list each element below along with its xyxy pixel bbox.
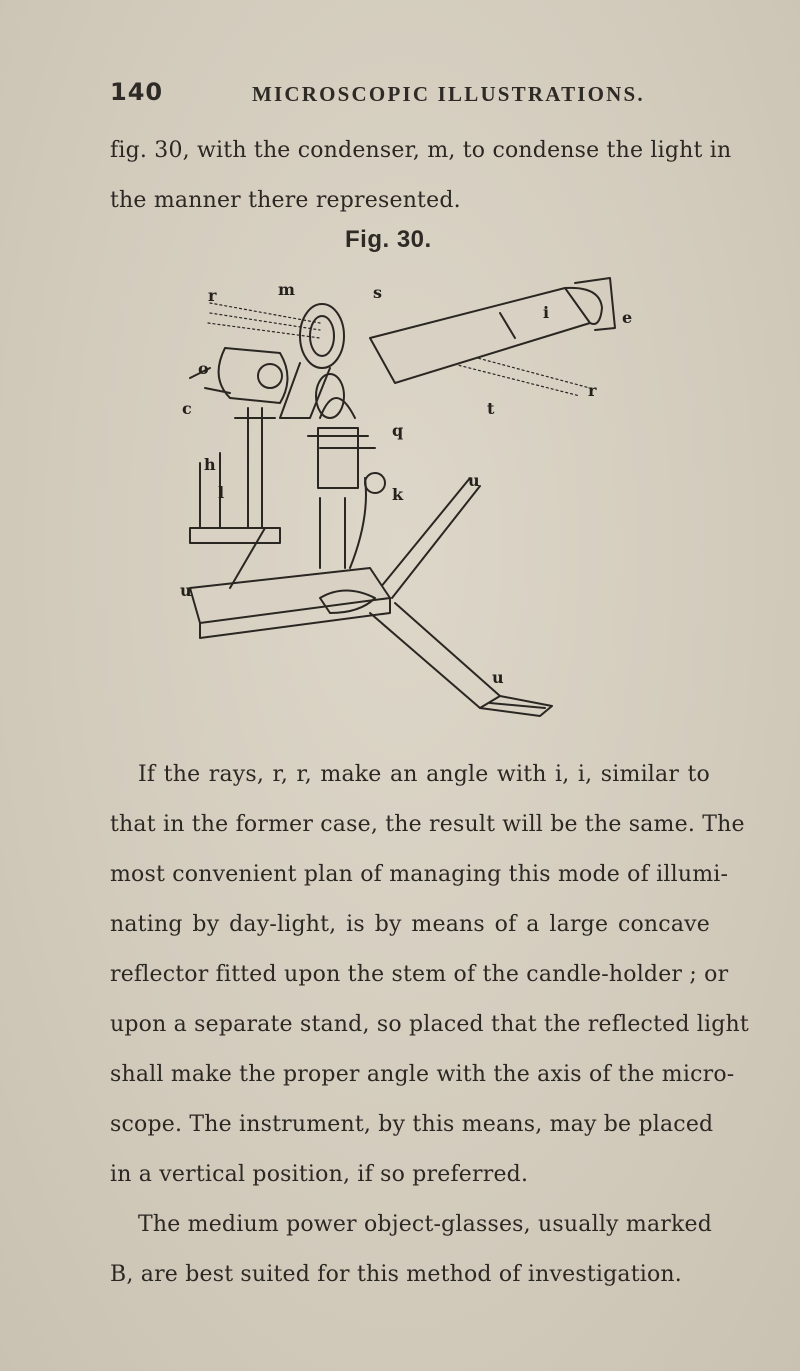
figure-label-c: c <box>182 399 192 418</box>
figure-label-m: m <box>278 280 295 299</box>
figure-label-t: t <box>487 399 495 418</box>
text-line: upon a separate stand, so placed that the reflected light <box>110 1012 749 1037</box>
figure-label-u: u <box>180 581 192 600</box>
figure-caption: Fig. 30. <box>345 226 432 253</box>
figure-label-u: u <box>468 471 480 490</box>
text-line: The medium power object-glasses, usually marked <box>138 1212 713 1237</box>
text-line: most convenient plan of managing this mode of illumi- <box>110 862 729 887</box>
microscope-illustration <box>170 268 640 738</box>
figure-label-k: k <box>392 485 404 504</box>
figure-label-q: q <box>392 421 404 440</box>
text-line: the manner there represented. <box>110 188 461 213</box>
page-header <box>110 78 730 118</box>
figure-label-r: r <box>208 286 217 305</box>
figure-label-e: e <box>622 308 633 327</box>
text-line: shall make the proper angle with the axis of the micro- <box>110 1062 735 1087</box>
text-line: that in the former case, the result will be the same. The <box>110 812 745 837</box>
page-number: 140 <box>110 78 164 106</box>
text-line: B, are best suited for this method of investigation. <box>110 1262 682 1287</box>
text-line: reflector fitted upon the stem of the candle-holder ; or <box>110 962 729 987</box>
figure-label-r: r <box>588 381 597 400</box>
figure-label-l: l <box>218 483 225 502</box>
figure-label-o: o <box>198 359 209 378</box>
microscope-figure <box>170 268 640 738</box>
text-line: fig. 30, with the condenser, m, to condense the light in <box>110 138 732 163</box>
text-line: scope. The instrument, by this means, may be placed <box>110 1112 714 1137</box>
figure-label-i: i <box>543 303 550 322</box>
text-line: nating by day-light, is by means of a large concave <box>110 912 710 937</box>
text-line: If the rays, r, r, make an angle with i, i, similar to <box>138 762 710 787</box>
figure-label-u: u <box>492 668 504 687</box>
text-line: in a vertical position, if so preferred. <box>110 1162 529 1187</box>
figure-label-h: h <box>204 455 216 474</box>
figure-label-s: s <box>373 283 383 302</box>
running-head: MICROSCOPIC ILLUSTRATIONS. <box>252 82 645 106</box>
